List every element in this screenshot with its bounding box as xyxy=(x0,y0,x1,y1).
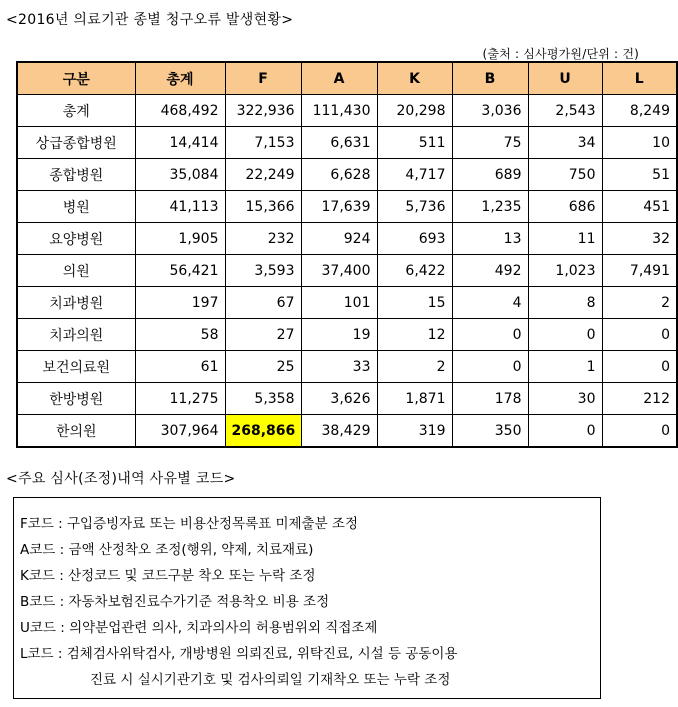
header-b: B xyxy=(452,62,528,95)
cell: 14,414 xyxy=(135,127,225,159)
cell: 6,628 xyxy=(301,159,377,191)
cell: 22,249 xyxy=(225,159,301,191)
cell: 37,400 xyxy=(301,255,377,287)
cell: 319 xyxy=(377,415,452,448)
cell: 0 xyxy=(452,351,528,383)
code-l-line: L코드 : 검체검사위탁검사, 개방병원 의뢰진료, 위탁진료, 시설 등 공동이용 xyxy=(20,646,458,662)
code-a-line: A코드 : 금액 산정착오 조정(행위, 약제, 치료재료) xyxy=(20,542,314,558)
cell: 5,358 xyxy=(225,383,301,415)
row-label: 한의원 xyxy=(17,415,135,448)
cell: 197 xyxy=(135,287,225,319)
table-row xyxy=(17,287,677,319)
cell: 25 xyxy=(225,351,301,383)
cell: 75 xyxy=(452,127,528,159)
table-row xyxy=(17,415,677,448)
row-label: 의원 xyxy=(17,255,135,287)
cell: 3,593 xyxy=(225,255,301,287)
cell: 27 xyxy=(225,319,301,351)
cell: 0 xyxy=(602,415,677,448)
table-row xyxy=(17,223,677,255)
table-row xyxy=(17,95,677,127)
row-label: 치과의원 xyxy=(17,319,135,351)
cell: 322,936 xyxy=(225,95,301,127)
header-row xyxy=(17,62,677,95)
cell: 101 xyxy=(301,287,377,319)
cell: 15 xyxy=(377,287,452,319)
table-row xyxy=(17,159,677,191)
row-label: 한방병원 xyxy=(17,383,135,415)
code-k-line: K코드 : 산정코드 및 코드구분 착오 또는 누락 조정 xyxy=(20,568,316,584)
table-row xyxy=(17,319,677,351)
cell: 20,298 xyxy=(377,95,452,127)
cell: 0 xyxy=(452,319,528,351)
cell: 38,429 xyxy=(301,415,377,448)
cell: 307,964 xyxy=(135,415,225,448)
code-f-line: F코드 : 구입증빙자료 또는 비용산정목록표 미제출분 조정 xyxy=(20,516,359,532)
cell: 30 xyxy=(528,383,602,415)
cell: 11,275 xyxy=(135,383,225,415)
cell: 10 xyxy=(602,127,677,159)
cell: 2,543 xyxy=(528,95,602,127)
cell: 6,422 xyxy=(377,255,452,287)
cell: 13 xyxy=(452,223,528,255)
cell: 41,113 xyxy=(135,191,225,223)
table-row xyxy=(17,191,677,223)
code-b-line: B코드 : 자동차보험진료수가기준 적용착오 비용 조정 xyxy=(20,594,330,610)
header-category: 구분 xyxy=(17,62,135,95)
code-u-line: U코드 : 의약분업관련 의사, 치과의사의 허용범위외 직접조제 xyxy=(20,620,378,636)
cell: 61 xyxy=(135,351,225,383)
header-f: F xyxy=(225,62,301,95)
table-row xyxy=(17,351,677,383)
table-title: <2016년 의료기관 종별 청구오류 발생현황> xyxy=(6,12,294,28)
header-a: A xyxy=(301,62,377,95)
cell: 693 xyxy=(377,223,452,255)
header-u: U xyxy=(528,62,602,95)
row-label: 요양병원 xyxy=(17,223,135,255)
cell: 111,430 xyxy=(301,95,377,127)
cell: 19 xyxy=(301,319,377,351)
cell: 2 xyxy=(602,287,677,319)
cell: 12 xyxy=(377,319,452,351)
table-row xyxy=(17,383,677,415)
row-label: 종합병원 xyxy=(17,159,135,191)
cell: 2 xyxy=(377,351,452,383)
cell: 34 xyxy=(528,127,602,159)
row-label: 병원 xyxy=(17,191,135,223)
cell: 51 xyxy=(602,159,677,191)
cell: 32 xyxy=(602,223,677,255)
cell: 17,639 xyxy=(301,191,377,223)
cell: 1 xyxy=(528,351,602,383)
row-label: 상급종합병원 xyxy=(17,127,135,159)
table-row xyxy=(17,127,677,159)
cell: 1,871 xyxy=(377,383,452,415)
cell: 5,736 xyxy=(377,191,452,223)
cell: 1,023 xyxy=(528,255,602,287)
cell: 4,717 xyxy=(377,159,452,191)
cell: 232 xyxy=(225,223,301,255)
row-label: 총계 xyxy=(17,95,135,127)
header-total: 총계 xyxy=(135,62,225,95)
codes-title: <주요 심사(조정)내역 사유별 코드> xyxy=(6,471,236,487)
cell: 0 xyxy=(528,319,602,351)
cell: 58 xyxy=(135,319,225,351)
cell: 7,491 xyxy=(602,255,677,287)
cell: 451 xyxy=(602,191,677,223)
cell: 7,153 xyxy=(225,127,301,159)
code-l-continuation: 진료 시 실시기관기호 및 검사의뢰일 기재착오 또는 누락 조정 xyxy=(90,672,451,688)
header-k: K xyxy=(377,62,452,95)
cell: 0 xyxy=(602,319,677,351)
cell: 15,366 xyxy=(225,191,301,223)
cell: 67 xyxy=(225,287,301,319)
error-stats-table xyxy=(16,61,678,448)
highlighted-cell: 268,866 xyxy=(225,415,301,448)
cell: 0 xyxy=(528,415,602,448)
cell: 750 xyxy=(528,159,602,191)
cell: 6,631 xyxy=(301,127,377,159)
cell: 689 xyxy=(452,159,528,191)
row-label: 치과병원 xyxy=(17,287,135,319)
cell: 8 xyxy=(528,287,602,319)
cell: 686 xyxy=(528,191,602,223)
cell: 0 xyxy=(602,351,677,383)
source-note: (출처 : 심사평가원/단위 : 건) xyxy=(482,47,639,61)
cell: 492 xyxy=(452,255,528,287)
row-label: 보건의료원 xyxy=(17,351,135,383)
cell: 212 xyxy=(602,383,677,415)
cell: 511 xyxy=(377,127,452,159)
cell: 3,626 xyxy=(301,383,377,415)
cell: 350 xyxy=(452,415,528,448)
header-l: L xyxy=(602,62,677,95)
codes-box xyxy=(13,497,601,699)
cell: 4 xyxy=(452,287,528,319)
cell: 1,905 xyxy=(135,223,225,255)
cell: 1,235 xyxy=(452,191,528,223)
cell: 468,492 xyxy=(135,95,225,127)
cell: 11 xyxy=(528,223,602,255)
table-row xyxy=(17,255,677,287)
cell: 8,249 xyxy=(602,95,677,127)
cell: 33 xyxy=(301,351,377,383)
cell: 3,036 xyxy=(452,95,528,127)
cell: 924 xyxy=(301,223,377,255)
cell: 35,084 xyxy=(135,159,225,191)
cell: 56,421 xyxy=(135,255,225,287)
cell: 178 xyxy=(452,383,528,415)
